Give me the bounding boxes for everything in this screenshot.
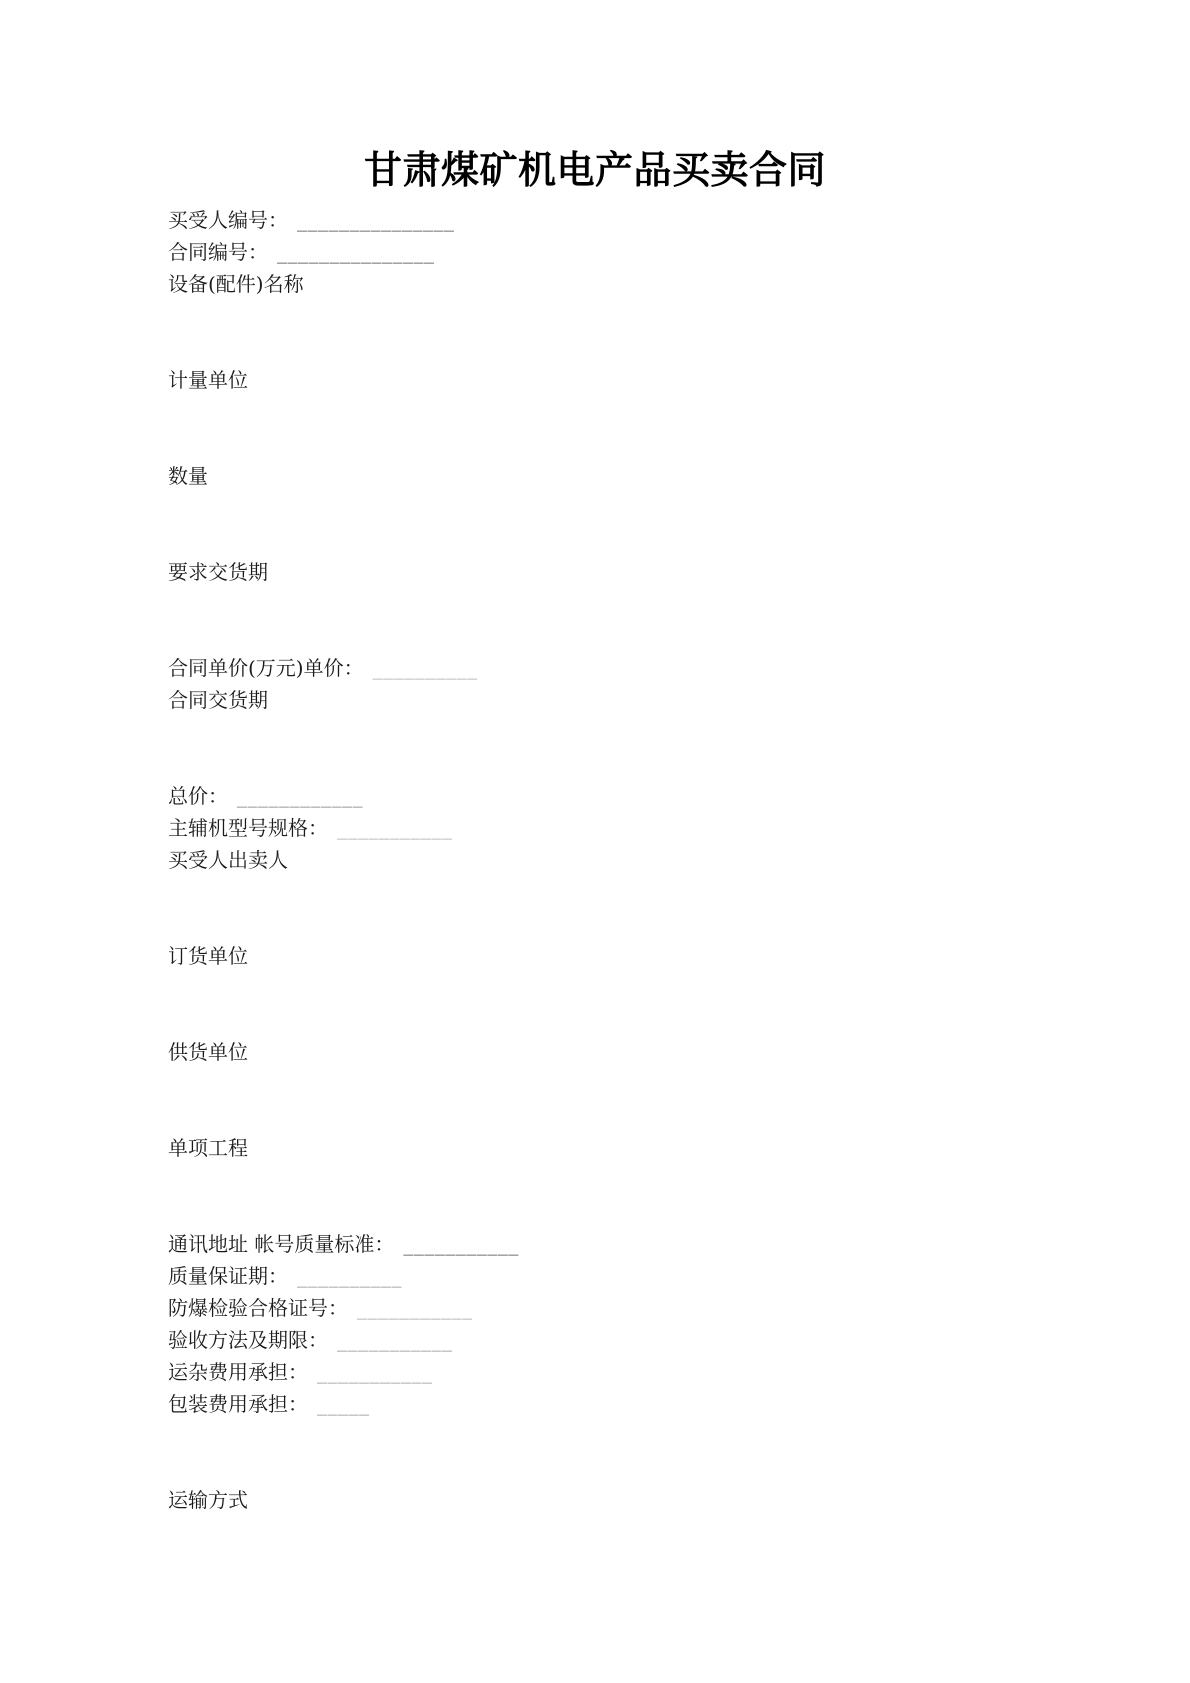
field-label: 合同交货期 [168,688,268,712]
field-label: 供货单位 [168,1040,248,1064]
field-label: 数量 [168,464,208,488]
form-line [168,652,1022,684]
blank-underline: __________ [297,1264,402,1288]
form-line [168,364,1022,396]
field-label: 要求交货期 [168,560,268,584]
field-label: 计量单位 [168,368,248,392]
field-label: 合同单价(万元)单价： [168,656,364,680]
field-label: 运杂费用承担： [168,1360,308,1384]
blank-underline: ___________ [403,1232,519,1256]
form-line [168,556,1022,588]
form-line [168,1036,1022,1068]
form-line [168,1388,1022,1420]
blank-underline: _______________ [297,208,455,232]
form-line [168,268,1022,300]
form-line [168,940,1022,972]
blank-underline: _______________ [277,240,435,264]
field-label: 包装费用承担： [168,1392,308,1416]
blank-underline: ____________ [237,784,363,808]
form-line [168,204,1022,236]
field-label: 订货单位 [168,944,248,968]
field-label: 总价： [168,784,228,808]
blank-underline: ___________ [357,1296,473,1320]
form-line [168,812,1022,844]
field-label: 主辅机型号规格： [168,816,328,840]
form-line [168,684,1022,716]
field-label: 合同编号： [168,240,268,264]
blank-underline: __________ [372,656,478,680]
blank-underline: ___________ [337,1328,453,1352]
document-content [168,146,1022,1516]
form-line [168,844,1022,876]
form-line [168,780,1022,812]
field-label: 运输方式 [168,1488,248,1512]
form-line [168,1324,1022,1356]
field-label: 设备(配件)名称 [168,272,304,296]
field-label: 买受人编号： [168,208,288,232]
form-line [168,236,1022,268]
form-line [168,1484,1022,1516]
form-line [168,1356,1022,1388]
field-label: 买受人出卖人 [168,848,288,872]
form-line [168,1292,1022,1324]
blank-underline: _____ [317,1392,370,1416]
form-line [168,1228,1022,1260]
form-line [168,1260,1022,1292]
field-label: 防爆检验合格证号： [168,1296,348,1320]
form-lines [168,204,1022,1516]
field-label: 验收方法及期限： [168,1328,328,1352]
document-title: 甘肃煤矿机电产品买卖合同 [363,147,826,192]
field-label: 单项工程 [168,1136,248,1160]
field-label: 通讯地址 帐号质量标准： [168,1232,395,1256]
field-label: 质量保证期： [168,1264,288,1288]
blank-underline: ___________ [337,816,453,840]
blank-underline: ___________ [317,1360,433,1384]
form-line [168,460,1022,492]
form-line [168,1132,1022,1164]
